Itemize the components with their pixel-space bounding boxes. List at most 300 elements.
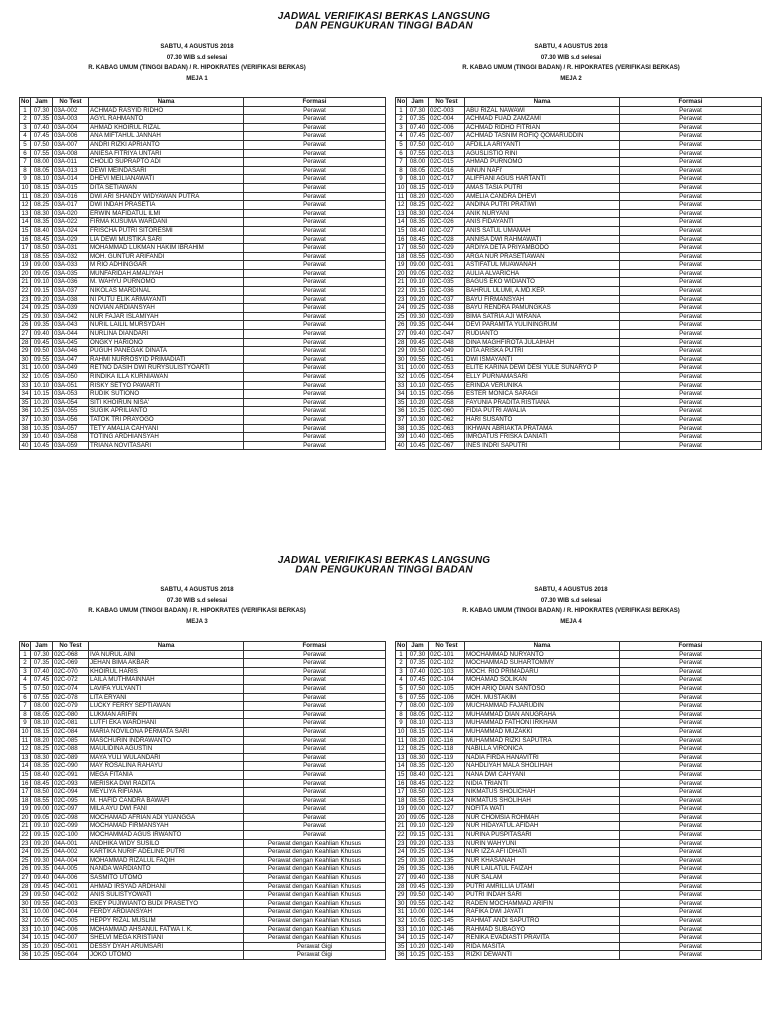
row-test-number: 02C-004 [429, 115, 465, 124]
row-formation: Perawat [620, 278, 762, 287]
table-row [20, 132, 386, 141]
row-time: 10.15 [407, 934, 429, 943]
table-row [20, 796, 386, 805]
row-formation: Perawat [244, 796, 386, 805]
table-row [396, 415, 762, 424]
row-no: 24 [396, 848, 407, 857]
row-formation: Perawat [244, 347, 386, 356]
row-time: 10.20 [407, 398, 429, 407]
row-time: 07.30 [31, 106, 53, 115]
row-test-number: 03A-038 [53, 295, 89, 304]
row-time: 07.50 [31, 140, 53, 149]
row-formation: Perawat [244, 235, 386, 244]
row-no: 21 [396, 822, 407, 831]
table-row [20, 676, 386, 685]
column-header-jam: Jam [31, 98, 53, 107]
row-no: 16 [396, 779, 407, 788]
row-name: FERDY ARDIANSYAH [89, 908, 244, 917]
row-test-number: 02C-072 [53, 676, 89, 685]
row-no: 14 [396, 762, 407, 771]
table-row [396, 106, 762, 115]
row-no: 32 [396, 917, 407, 926]
row-test-number: 02C-055 [429, 381, 465, 390]
row-name: NUR LAILATUL FAIZAH [465, 865, 620, 874]
row-time: 08.15 [31, 183, 53, 192]
table-row [396, 934, 762, 943]
table-row [20, 390, 386, 399]
row-formation: Perawat [620, 115, 762, 124]
row-test-number: 02C-022 [429, 201, 465, 210]
row-test-number: 03A-050 [53, 373, 89, 382]
row-no: 3 [20, 667, 31, 676]
row-test-number: 02C-081 [53, 719, 89, 728]
row-name: RUDIK SUTIONO [89, 390, 244, 399]
row-test-number: 04A-005 [53, 865, 89, 874]
row-name: ACHMAD RIDHO FITRIAN [465, 123, 620, 132]
row-name: TRIANA NOVITASARI [89, 441, 244, 450]
row-name: SUGIK APRILIANTO [89, 407, 244, 416]
row-time: 10.00 [407, 364, 429, 373]
column-header-no-test: No Test [429, 642, 465, 651]
row-no: 6 [20, 149, 31, 158]
row-test-number: 02C-146 [429, 925, 465, 934]
row-no: 4 [396, 676, 407, 685]
row-name: MOCHAMAD FIRMANSYAH [89, 822, 244, 831]
row-test-number: 02C-068 [53, 650, 89, 659]
row-time: 09.25 [407, 304, 429, 313]
row-no: 13 [396, 209, 407, 218]
row-time: 09.15 [31, 831, 53, 840]
row-time: 09.10 [407, 822, 429, 831]
row-time: 08.35 [31, 762, 53, 771]
row-formation: Perawat [620, 321, 762, 330]
row-name: RINDIKA ILLA KURNIAWAN [89, 373, 244, 382]
row-test-number: 02C-051 [429, 355, 465, 364]
row-test-number: 03A-013 [53, 166, 89, 175]
row-test-number: 02C-032 [429, 269, 465, 278]
table-row [396, 882, 762, 891]
row-formation: Perawat dengan Keahlian Khusus [244, 848, 386, 857]
row-no: 2 [20, 659, 31, 668]
row-no: 18 [20, 252, 31, 261]
row-test-number: 03A-044 [53, 330, 89, 339]
row-name: ANIESA FITRIYA UNTARI [89, 149, 244, 158]
row-no: 9 [20, 719, 31, 728]
row-formation: Perawat [244, 736, 386, 745]
row-test-number: 02C-016 [429, 166, 465, 175]
table-row [20, 684, 386, 693]
row-name: ESTER MONICA SARAGI [465, 390, 620, 399]
row-test-number: 02C-095 [53, 796, 89, 805]
row-test-number: 02C-128 [429, 813, 465, 822]
row-formation: Perawat [244, 745, 386, 754]
row-test-number: 03A-036 [53, 278, 89, 287]
row-name: KHOIRUL HARIS [89, 667, 244, 676]
row-test-number: 03A-003 [53, 115, 89, 124]
table-row [20, 115, 386, 124]
row-name: AHMAD KHOIRUL RIZAL [89, 123, 244, 132]
row-name: ARDIYA DETA PRIYAMBODO [465, 244, 620, 253]
row-test-number: 02C-100 [53, 831, 89, 840]
row-no: 27 [396, 874, 407, 883]
row-name: LAILA MUTHMAINNAH [89, 676, 244, 685]
row-name: RAHMAD SUBAGYO [465, 925, 620, 934]
row-no: 31 [396, 908, 407, 917]
table-row [20, 261, 386, 270]
row-no: 40 [20, 441, 31, 450]
row-test-number: 03A-002 [53, 106, 89, 115]
row-no: 4 [396, 132, 407, 141]
row-no: 13 [20, 209, 31, 218]
row-formation: Perawat [620, 441, 762, 450]
row-time: 08.35 [407, 762, 429, 771]
table-row [396, 753, 762, 762]
column-header-formasi: Formasi [244, 642, 386, 651]
table-row [396, 183, 762, 192]
row-time: 08.40 [407, 226, 429, 235]
row-time: 09.55 [31, 899, 53, 908]
row-time: 08.30 [31, 753, 53, 762]
column-header-no-test: No Test [53, 98, 89, 107]
row-formation: Perawat [244, 398, 386, 407]
row-test-number: 02C-007 [429, 132, 465, 141]
row-time: 08.00 [407, 158, 429, 167]
row-name: NIKMATUS SHOLICHAH [465, 788, 620, 797]
row-time: 10.00 [31, 364, 53, 373]
row-time: 07.35 [31, 659, 53, 668]
row-formation: Perawat [244, 218, 386, 227]
row-name: FRISCHA PUTRI SITORESMI [89, 226, 244, 235]
row-no: 24 [20, 848, 31, 857]
row-name: NUR KHASANAH [465, 856, 620, 865]
row-time: 10.35 [407, 424, 429, 433]
row-time: 09.40 [407, 874, 429, 883]
row-formation: Perawat dengan Keahlian Khusus [244, 882, 386, 891]
row-time: 07.45 [407, 132, 429, 141]
row-no: 1 [20, 650, 31, 659]
row-test-number: 02C-060 [429, 407, 465, 416]
row-test-number: 02C-030 [429, 252, 465, 261]
row-test-number: 02C-144 [429, 908, 465, 917]
table-row [20, 891, 386, 900]
row-formation: Perawat [620, 355, 762, 364]
row-formation: Perawat [244, 373, 386, 382]
row-formation: Perawat [620, 917, 762, 926]
table-header-row [396, 642, 762, 651]
table-row [396, 364, 762, 373]
row-no: 13 [396, 753, 407, 762]
row-time: 07.40 [407, 667, 429, 676]
row-formation: Perawat [620, 123, 762, 132]
row-no: 20 [20, 269, 31, 278]
table-row [396, 856, 762, 865]
row-time: 07.55 [407, 693, 429, 702]
column-header-formasi: Formasi [620, 642, 762, 651]
row-formation: Perawat [620, 813, 762, 822]
row-test-number: 03A-058 [53, 433, 89, 442]
row-no: 36 [396, 951, 407, 960]
row-time: 08.05 [407, 166, 429, 175]
row-time: 08.10 [31, 719, 53, 728]
row-time: 10.15 [407, 390, 429, 399]
row-no: 15 [20, 770, 31, 779]
table-row [396, 304, 762, 313]
row-name: BAYU FIRMANSYAH [465, 295, 620, 304]
row-test-number: 02C-119 [429, 753, 465, 762]
row-formation: Perawat [620, 407, 762, 416]
table-row [20, 373, 386, 382]
table-header-row [20, 98, 386, 107]
row-name: RAHMI NURROSYID PRIMADIATI [89, 355, 244, 364]
row-name: NURIN WAHYUNI [465, 839, 620, 848]
row-test-number: 03A-039 [53, 304, 89, 313]
table-row [396, 226, 762, 235]
row-name: LAVIFA YULYANTI [89, 684, 244, 693]
table-row [396, 831, 762, 840]
row-name: ANNISA DWI RAHMAWATI [465, 235, 620, 244]
row-name: MOHAMMAD LUKMAN HAKIM IBRAHIM [89, 244, 244, 253]
row-time: 10.05 [31, 917, 53, 926]
row-time: 07.50 [407, 684, 429, 693]
table-row [20, 123, 386, 132]
row-no: 34 [20, 934, 31, 943]
table-row [20, 287, 386, 296]
row-name: HARI SUSANTO [465, 415, 620, 424]
row-name: MOHAMMAD AHSANUL FATWA I. K. [89, 925, 244, 934]
row-time: 09.55 [31, 355, 53, 364]
table-row [20, 183, 386, 192]
table-row [396, 252, 762, 261]
row-test-number: 02C-065 [429, 433, 465, 442]
row-name: JOKO UTOMO [89, 951, 244, 960]
table-row [20, 330, 386, 339]
row-time: 08.25 [407, 201, 429, 210]
row-no: 11 [396, 736, 407, 745]
row-no: 33 [20, 381, 31, 390]
table-row [20, 899, 386, 908]
row-formation: Perawat [620, 244, 762, 253]
row-formation: Perawat [620, 874, 762, 883]
row-time: 08.10 [407, 175, 429, 184]
row-time: 08.35 [31, 218, 53, 227]
row-name: ANIS FIDAYANTI [465, 218, 620, 227]
table-row [20, 295, 386, 304]
row-time: 09.05 [407, 813, 429, 822]
table-row [396, 381, 762, 390]
row-name: NUR IZZA AFI IDHATI [465, 848, 620, 857]
row-time: 08.30 [31, 209, 53, 218]
row-time: 09.40 [31, 874, 53, 883]
row-no: 18 [396, 796, 407, 805]
table-row [20, 745, 386, 754]
row-no: 28 [20, 338, 31, 347]
row-name: ANIS SATUL UMAMAH [465, 226, 620, 235]
row-time: 08.10 [31, 175, 53, 184]
row-test-number: 02C-090 [53, 762, 89, 771]
row-formation: Perawat [620, 364, 762, 373]
row-name: NIDIA TRIANTI [465, 779, 620, 788]
row-name: BAHRUL ULUMI, A.MD.KEP. [465, 287, 620, 296]
row-formation: Perawat [620, 398, 762, 407]
row-test-number: 04C-006 [53, 925, 89, 934]
row-formation: Perawat [244, 693, 386, 702]
row-formation: Perawat [244, 183, 386, 192]
row-no: 23 [396, 295, 407, 304]
row-test-number: 02C-036 [429, 287, 465, 296]
row-formation: Perawat [244, 719, 386, 728]
row-test-number: 02C-149 [429, 942, 465, 951]
row-time: 09.45 [407, 882, 429, 891]
row-time: 09.10 [407, 278, 429, 287]
column-header-nama: Nama [89, 98, 244, 107]
row-name: MOH. GUNTUR ARIFANDI [89, 252, 244, 261]
row-formation: Perawat [620, 140, 762, 149]
row-test-number: 02C-013 [429, 149, 465, 158]
row-no: 26 [396, 865, 407, 874]
row-formation: Perawat [244, 407, 386, 416]
row-time: 10.35 [31, 424, 53, 433]
row-time: 10.15 [31, 390, 53, 399]
row-test-number: 03A-047 [53, 355, 89, 364]
row-no: 16 [20, 235, 31, 244]
meja3-label: MEJA 3 [186, 618, 208, 625]
row-formation: Perawat [620, 934, 762, 943]
row-time: 10.10 [31, 925, 53, 934]
row-name: TETY AMALIA CAHYANI [89, 424, 244, 433]
meja4-date: SABTU, 4 AGUSTUS 2018 [534, 587, 608, 593]
row-name: RETNO DASIH DWI RURYSULISTYOARTI [89, 364, 244, 373]
row-test-number: 03A-051 [53, 381, 89, 390]
row-time: 07.30 [407, 650, 429, 659]
row-no: 24 [20, 304, 31, 313]
row-name: ERWIN MAFIDATUL ILMI [89, 209, 244, 218]
column-header-no: No [21, 642, 30, 649]
row-formation: Perawat [620, 295, 762, 304]
row-time: 09.45 [31, 882, 53, 891]
row-name: MASCHURIN INDRAWANTO [89, 736, 244, 745]
table-row [20, 407, 386, 416]
row-time: 08.05 [31, 166, 53, 175]
row-time: 09.05 [31, 269, 53, 278]
row-name: NABILLA VIRONICA [465, 745, 620, 754]
table-row [396, 891, 762, 900]
row-formation: Perawat dengan Keahlian Khusus [244, 899, 386, 908]
meja3-time: 07.30 WIB s.d selesai [166, 597, 228, 604]
row-formation: Perawat [620, 106, 762, 115]
row-name: ONGKY HARIONO [89, 338, 244, 347]
row-no: 5 [396, 140, 407, 149]
row-formation: Perawat [620, 831, 762, 840]
row-name: MEYLIYA RIFIANA [89, 788, 244, 797]
row-no: 33 [396, 925, 407, 934]
row-name: MOCHAMAD AFRIAN ADI YUANGGA [89, 813, 244, 822]
row-no: 17 [396, 244, 407, 253]
row-name: NANDA WARDIANTO [89, 865, 244, 874]
row-no: 28 [20, 882, 31, 891]
table-row [396, 727, 762, 736]
row-time: 08.35 [407, 218, 429, 227]
row-formation: Perawat [244, 338, 386, 347]
row-formation: Perawat [620, 312, 762, 321]
table-row [20, 917, 386, 926]
row-time: 07.35 [31, 115, 53, 124]
row-test-number: 04C-003 [53, 899, 89, 908]
column-header-no-test: No Test [429, 98, 465, 107]
row-name: NURINA PUSPITASARI [465, 831, 620, 840]
row-test-number: 03A-011 [53, 158, 89, 167]
row-formation: Perawat [244, 132, 386, 141]
row-time: 10.05 [407, 917, 429, 926]
meja1-time: 07.30 WIB s.d selesai [166, 54, 228, 61]
row-no: 8 [396, 166, 407, 175]
row-time: 07.30 [31, 650, 53, 659]
row-test-number: 02C-121 [429, 770, 465, 779]
table-row [396, 312, 762, 321]
row-no: 10 [396, 727, 407, 736]
row-formation: Perawat [244, 813, 386, 822]
row-test-number: 03A-053 [53, 390, 89, 399]
row-formation: Perawat [620, 788, 762, 797]
meja1-date: SABTU, 4 AGUSTUS 2018 [160, 44, 234, 50]
meja4-time: 07.30 WIB s.d selesai [540, 597, 602, 604]
row-name: ANDINA PUTRI PRATIWI [465, 201, 620, 210]
row-no: 30 [396, 899, 407, 908]
row-no: 12 [20, 201, 31, 210]
table-row [20, 831, 386, 840]
row-formation: Perawat [620, 891, 762, 900]
row-formation: Perawat [244, 192, 386, 201]
row-time: 09.55 [407, 355, 429, 364]
row-no: 36 [20, 407, 31, 416]
row-name: MARIA NOVILONA PERMATA SARI [89, 727, 244, 736]
table-row [20, 702, 386, 711]
row-test-number: 04C-001 [53, 882, 89, 891]
row-name: MOHAMAD SOLIKAN [465, 676, 620, 685]
row-no: 19 [20, 805, 31, 814]
row-test-number: 02C-097 [53, 805, 89, 814]
row-no: 2 [396, 115, 407, 124]
row-no: 12 [396, 201, 407, 210]
row-formation: Perawat [244, 441, 386, 450]
row-formation: Perawat dengan Keahlian Khusus [244, 856, 386, 865]
row-test-number: 02C-134 [429, 848, 465, 857]
row-test-number: 02C-127 [429, 805, 465, 814]
row-name: MOHAMMAD RIZALUL FAQIH [89, 856, 244, 865]
row-no: 21 [20, 822, 31, 831]
row-time: 07.55 [31, 693, 53, 702]
table-row [396, 441, 762, 450]
row-no: 1 [20, 106, 31, 115]
row-test-number: 02C-089 [53, 753, 89, 762]
row-no: 3 [396, 667, 407, 676]
table-row [396, 848, 762, 857]
table-row [396, 676, 762, 685]
row-test-number: 04C-007 [53, 934, 89, 943]
row-test-number: 03A-045 [53, 338, 89, 347]
row-no: 29 [20, 891, 31, 900]
row-time: 08.55 [407, 796, 429, 805]
row-test-number: 03A-020 [53, 209, 89, 218]
column-header-jam: Jam [407, 98, 429, 107]
row-name: M. WAHYU PURNOMO [89, 278, 244, 287]
row-no: 22 [396, 831, 407, 840]
row-test-number: 02C-094 [53, 788, 89, 797]
row-formation: Perawat [244, 209, 386, 218]
row-time: 09.50 [31, 347, 53, 356]
row-test-number: 02C-029 [429, 244, 465, 253]
table-row [396, 899, 762, 908]
row-test-number: 02C-102 [429, 659, 465, 668]
